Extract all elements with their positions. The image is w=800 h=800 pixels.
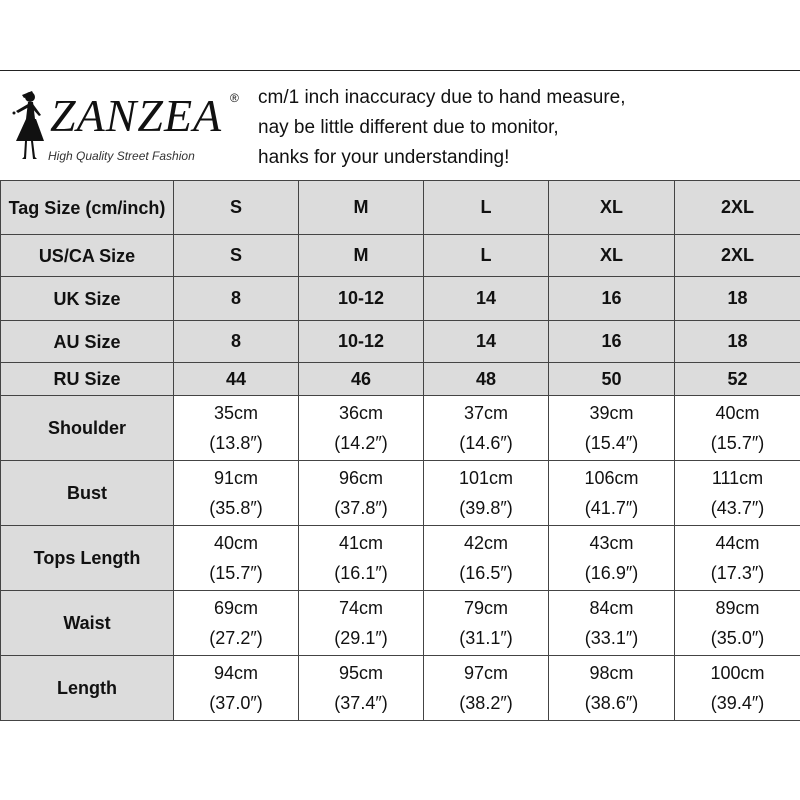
size-cell: 18 bbox=[675, 321, 800, 363]
inch-value: (15.7″) bbox=[209, 563, 263, 583]
cm-value: 91cm bbox=[213, 468, 258, 488]
inch-value: (16.9″) bbox=[584, 563, 639, 583]
cm-value: 74cm bbox=[338, 598, 383, 618]
row-label: AU Size bbox=[1, 321, 174, 363]
cm-value: 84cm bbox=[589, 598, 634, 618]
measurement-cell bbox=[549, 656, 675, 721]
cm-value: 79cm bbox=[463, 598, 508, 618]
inch-value: (14.6″) bbox=[459, 433, 513, 453]
size-cell: 50 bbox=[549, 363, 675, 396]
measurement-cell bbox=[675, 526, 800, 591]
measurement-cell bbox=[675, 656, 800, 721]
size-cell: S bbox=[174, 235, 299, 277]
inch-value: (16.1″) bbox=[334, 563, 388, 583]
inch-value: (29.1″) bbox=[334, 628, 388, 648]
measurement-cell bbox=[675, 396, 800, 461]
size-cell: L bbox=[424, 235, 549, 277]
measurement-cell bbox=[549, 591, 675, 656]
row-label: Bust bbox=[1, 461, 174, 526]
cm-value: 96cm bbox=[338, 468, 383, 488]
inch-value: (15.7″) bbox=[710, 433, 765, 453]
cm-value: 101cm bbox=[458, 468, 514, 488]
size-cell: XL bbox=[549, 181, 675, 235]
inch-value: (14.2″) bbox=[334, 433, 388, 453]
inch-value: (41.7″) bbox=[584, 498, 639, 518]
row-label: US/CA Size bbox=[1, 235, 174, 277]
size-cell: 52 bbox=[675, 363, 800, 396]
measurement-row bbox=[1, 461, 800, 526]
size-conversion-row bbox=[1, 277, 800, 321]
measurement-cell bbox=[299, 461, 424, 526]
measurement-cell bbox=[174, 591, 299, 656]
measurement-row bbox=[1, 526, 800, 591]
note-line: nay be little different due to monitor, bbox=[258, 117, 559, 138]
size-cell: 14 bbox=[424, 277, 549, 321]
size-cell: 18 bbox=[675, 277, 800, 321]
row-label: Shoulder bbox=[1, 396, 174, 461]
measurement-cell bbox=[549, 461, 675, 526]
size-cell: M bbox=[299, 181, 424, 235]
inch-value: (37.8″) bbox=[334, 498, 388, 518]
measurement-row bbox=[1, 656, 800, 721]
size-cell: S bbox=[174, 181, 299, 235]
cm-value: 69cm bbox=[213, 598, 258, 618]
cm-value: 43cm bbox=[589, 533, 634, 553]
measurement-cell bbox=[424, 526, 549, 591]
measurement-cell bbox=[549, 526, 675, 591]
measurement-cell bbox=[424, 656, 549, 721]
inch-value: (13.8″) bbox=[209, 433, 263, 453]
inch-value: (15.4″) bbox=[584, 433, 639, 453]
size-chart-table bbox=[0, 180, 800, 721]
cm-value: 42cm bbox=[463, 533, 508, 553]
cm-value: 97cm bbox=[463, 663, 508, 683]
measurement-cell bbox=[174, 461, 299, 526]
size-cell: 16 bbox=[549, 277, 675, 321]
size-cell: 44 bbox=[174, 363, 299, 396]
registered-mark: ® bbox=[230, 91, 239, 105]
size-cell: 8 bbox=[174, 321, 299, 363]
cm-value: 36cm bbox=[338, 403, 383, 423]
header bbox=[0, 70, 800, 180]
size-cell: 14 bbox=[424, 321, 549, 363]
inch-value: (38.6″) bbox=[584, 693, 639, 713]
brand-tagline: High Quality Street Fashion bbox=[48, 149, 195, 163]
size-cell: 46 bbox=[299, 363, 424, 396]
size-cell: L bbox=[424, 181, 549, 235]
inch-value: (39.8″) bbox=[459, 498, 513, 518]
cm-value: 40cm bbox=[715, 403, 760, 423]
inch-value: (31.1″) bbox=[459, 628, 513, 648]
size-conversion-row bbox=[1, 181, 800, 235]
measurement-cell bbox=[549, 396, 675, 461]
size-cell: 2XL bbox=[675, 235, 800, 277]
cm-value: 95cm bbox=[338, 663, 383, 683]
measurement-cell bbox=[174, 396, 299, 461]
row-label: RU Size bbox=[1, 363, 174, 396]
cm-value: 106cm bbox=[584, 468, 639, 488]
cm-value: 37cm bbox=[463, 403, 508, 423]
measurement-cell bbox=[424, 591, 549, 656]
measurement-cell bbox=[299, 591, 424, 656]
cm-value: 41cm bbox=[338, 533, 383, 553]
brand-logo bbox=[8, 83, 248, 163]
cm-value: 111cm bbox=[711, 468, 764, 488]
measurement-cell bbox=[299, 396, 424, 461]
brand-wordmark: ZANZEA bbox=[50, 90, 223, 141]
size-cell: 10-12 bbox=[299, 277, 424, 321]
measurement-cell bbox=[174, 526, 299, 591]
measurement-row bbox=[1, 591, 800, 656]
inch-value: (33.1″) bbox=[584, 628, 639, 648]
cm-value: 100cm bbox=[710, 663, 765, 683]
note-line: hanks for your understanding! bbox=[258, 147, 510, 168]
row-label: Tag Size (cm/inch) bbox=[1, 181, 174, 235]
measurement-cell bbox=[299, 526, 424, 591]
inch-value: (37.0″) bbox=[209, 693, 263, 713]
inch-value: (38.2″) bbox=[459, 693, 513, 713]
inch-value: (39.4″) bbox=[710, 693, 765, 713]
fashion-figure-icon bbox=[8, 89, 48, 161]
inch-value: (35.8″) bbox=[209, 498, 263, 518]
size-cell: 48 bbox=[424, 363, 549, 396]
cm-value: 98cm bbox=[589, 663, 634, 683]
cm-value: 44cm bbox=[715, 533, 760, 553]
measurement-row bbox=[1, 396, 800, 461]
measurement-cell bbox=[299, 656, 424, 721]
cm-value: 89cm bbox=[715, 598, 760, 618]
row-label: Tops Length bbox=[1, 526, 174, 591]
inch-value: (35.0″) bbox=[710, 628, 765, 648]
measurement-cell bbox=[675, 461, 800, 526]
row-label: UK Size bbox=[1, 277, 174, 321]
cm-value: 40cm bbox=[213, 533, 258, 553]
measurement-cell bbox=[675, 591, 800, 656]
inch-value: (16.5″) bbox=[459, 563, 513, 583]
size-cell: 2XL bbox=[675, 181, 800, 235]
size-cell: M bbox=[299, 235, 424, 277]
inch-value: (17.3″) bbox=[710, 563, 765, 583]
measurement-cell bbox=[424, 461, 549, 526]
size-conversion-row bbox=[1, 363, 800, 396]
size-conversion-row bbox=[1, 235, 800, 277]
inch-value: (37.4″) bbox=[334, 693, 388, 713]
row-label: Length bbox=[1, 656, 174, 721]
cm-value: 35cm bbox=[213, 403, 258, 423]
inch-value: (27.2″) bbox=[209, 628, 263, 648]
size-cell: 10-12 bbox=[299, 321, 424, 363]
size-conversion-row bbox=[1, 321, 800, 363]
note-line: cm/1 inch inaccuracy due to hand measure, bbox=[258, 87, 626, 108]
cm-value: 39cm bbox=[589, 403, 634, 423]
size-cell: 8 bbox=[174, 277, 299, 321]
cm-value: 94cm bbox=[213, 663, 258, 683]
measurement-notes bbox=[258, 83, 626, 173]
size-cell: XL bbox=[549, 235, 675, 277]
size-cell: 16 bbox=[549, 321, 675, 363]
measurement-cell bbox=[174, 656, 299, 721]
row-label: Waist bbox=[1, 591, 174, 656]
inch-value: (43.7″) bbox=[710, 498, 765, 518]
measurement-cell bbox=[424, 396, 549, 461]
